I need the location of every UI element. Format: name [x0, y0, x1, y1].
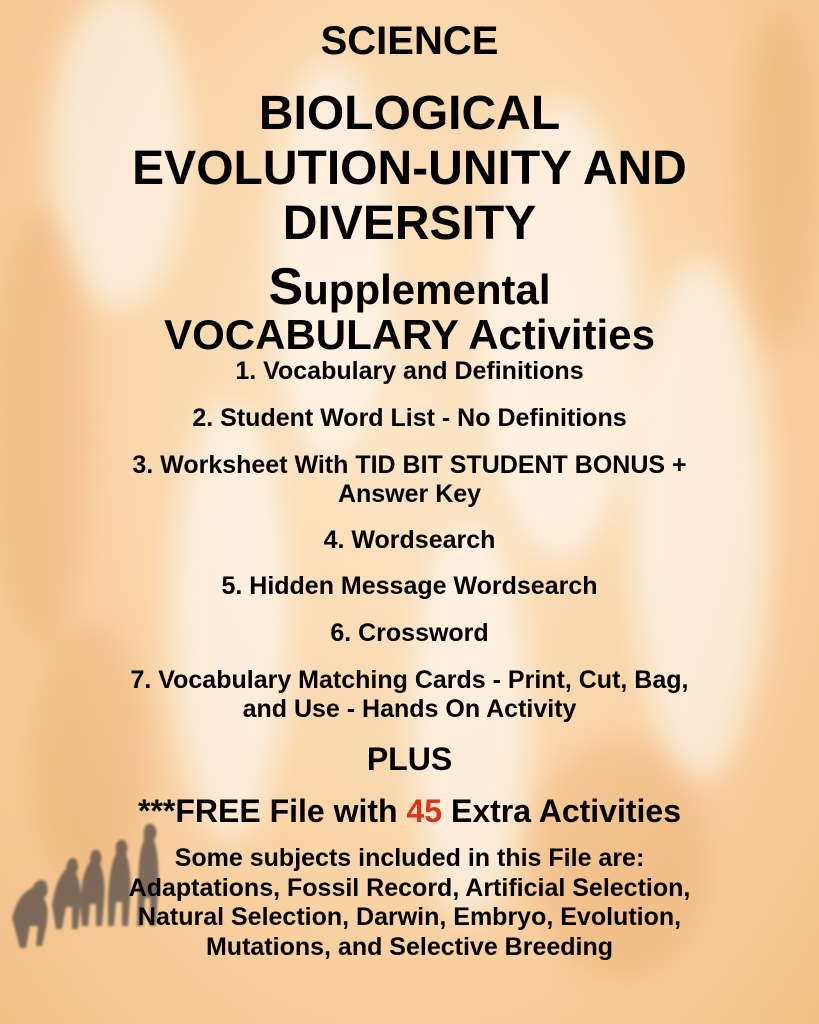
title-line: BIOLOGICAL [258, 87, 561, 140]
activity-item-4 [0, 526, 819, 555]
activity-item-5 [0, 572, 819, 601]
activity-item-6 [0, 619, 819, 648]
free-file-count: 45 [406, 793, 443, 829]
activity-line: 5. Hidden Message Wordsearch [221, 572, 598, 600]
activity-line: Answer Key [337, 480, 482, 508]
activity-line: 1. Vocabulary and Definitions [235, 357, 584, 385]
vocabulary-heading: VOCABULARY Activities [164, 311, 655, 358]
subjects-list [0, 844, 819, 962]
activity-line: 4. Wordsearch [323, 526, 496, 554]
activity-line: 3. Worksheet With TID BIT STUDENT BONUS + [132, 451, 687, 479]
subjects-line: Some subjects included in this File are: [174, 844, 645, 872]
subjects-line: Mutations, and Selective Breeding [205, 932, 614, 961]
subjects-line: Adaptations, Fossil Record, Artificial Selection, [128, 873, 691, 902]
title-line: DIVERSITY [282, 197, 537, 250]
free-file-prefix: ***FREE File with [138, 793, 407, 829]
plus-heading: PLUS [366, 741, 453, 777]
title-line: EVOLUTION-UNITY AND [132, 142, 687, 195]
activity-line: and Use - Hands On Activity [242, 695, 577, 723]
activity-item-3 [0, 451, 819, 509]
supplemental-initial: S [268, 258, 304, 316]
free-file-heading [0, 792, 819, 830]
supplemental-rest: upplemental [303, 266, 551, 313]
subject-heading: SCIENCE [320, 19, 499, 63]
page-title [0, 86, 819, 251]
subjects-line: Natural Selection, Darwin, Embryo, Evolution, [137, 903, 682, 931]
free-file-suffix: Extra Activities [442, 793, 681, 829]
activity-line: 6. Crossword [330, 619, 489, 647]
activity-line: 7. Vocabulary Matching Cards - Print, Cut, Bag, [130, 666, 689, 694]
activity-item-7 [0, 666, 819, 724]
activity-item-1 [0, 357, 819, 386]
activity-item-2 [0, 404, 819, 433]
supplemental-heading [0, 258, 819, 316]
activity-line: 2. Student Word List - No Definitions [192, 404, 627, 432]
